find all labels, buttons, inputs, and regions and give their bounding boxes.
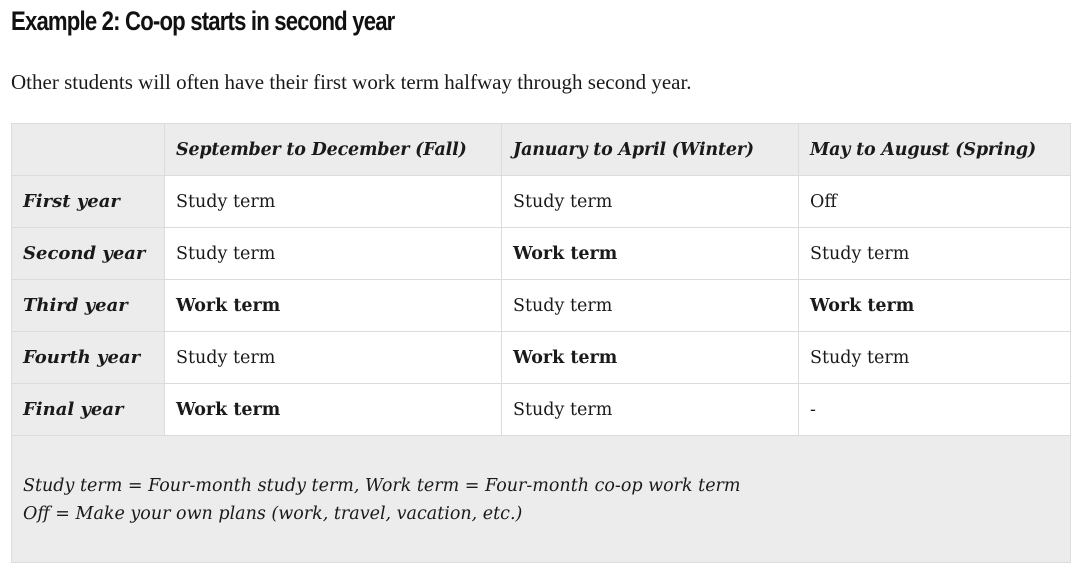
legend-row — [12, 436, 1071, 563]
column-header-winter: January to April (Winter) — [502, 124, 799, 176]
coop-schedule-table — [11, 123, 1071, 563]
column-header-fall: September to December (Fall) — [165, 124, 502, 176]
legend-line-off: Off = Make your own plans (work, travel, vacation, etc.) — [23, 504, 523, 524]
table-row — [12, 228, 1071, 280]
column-header-spring: May to August (Spring) — [799, 124, 1071, 176]
table-row — [12, 176, 1071, 228]
schedule-cell-winter: Study term — [502, 384, 799, 436]
corner-header-cell — [12, 124, 165, 176]
schedule-cell-spring: - — [799, 384, 1071, 436]
schedule-cell-winter: Work term — [502, 228, 799, 280]
schedule-cell-spring: Study term — [799, 228, 1071, 280]
schedule-cell-winter: Study term — [502, 280, 799, 332]
schedule-cell-fall: Work term — [165, 384, 502, 436]
table-row — [12, 280, 1071, 332]
schedule-cell-spring: Off — [799, 176, 1071, 228]
schedule-cell-spring: Work term — [799, 280, 1071, 332]
schedule-cell-winter: Work term — [502, 332, 799, 384]
schedule-cell-fall: Study term — [165, 228, 502, 280]
schedule-cell-spring: Study term — [799, 332, 1071, 384]
legend-cell — [12, 436, 1071, 563]
intro-paragraph: Other students will often have their first work term halfway through second year. — [11, 70, 692, 94]
table-row — [12, 332, 1071, 384]
schedule-cell-winter: Study term — [502, 176, 799, 228]
row-header-year: First year — [12, 176, 165, 228]
row-header-year: Fourth year — [12, 332, 165, 384]
schedule-cell-fall: Work term — [165, 280, 502, 332]
row-header-year: Final year — [12, 384, 165, 436]
table-header-row — [12, 124, 1071, 176]
legend-line-terms: Study term = Four-month study term, Work term = Four-month co-op work term — [23, 476, 741, 496]
schedule-cell-fall: Study term — [165, 332, 502, 384]
row-header-year: Second year — [12, 228, 165, 280]
schedule-cell-fall: Study term — [165, 176, 502, 228]
table-row — [12, 384, 1071, 436]
table-body — [12, 176, 1071, 436]
page-title: Example 2: Co-op starts in second year — [11, 6, 395, 36]
row-header-year: Third year — [12, 280, 165, 332]
